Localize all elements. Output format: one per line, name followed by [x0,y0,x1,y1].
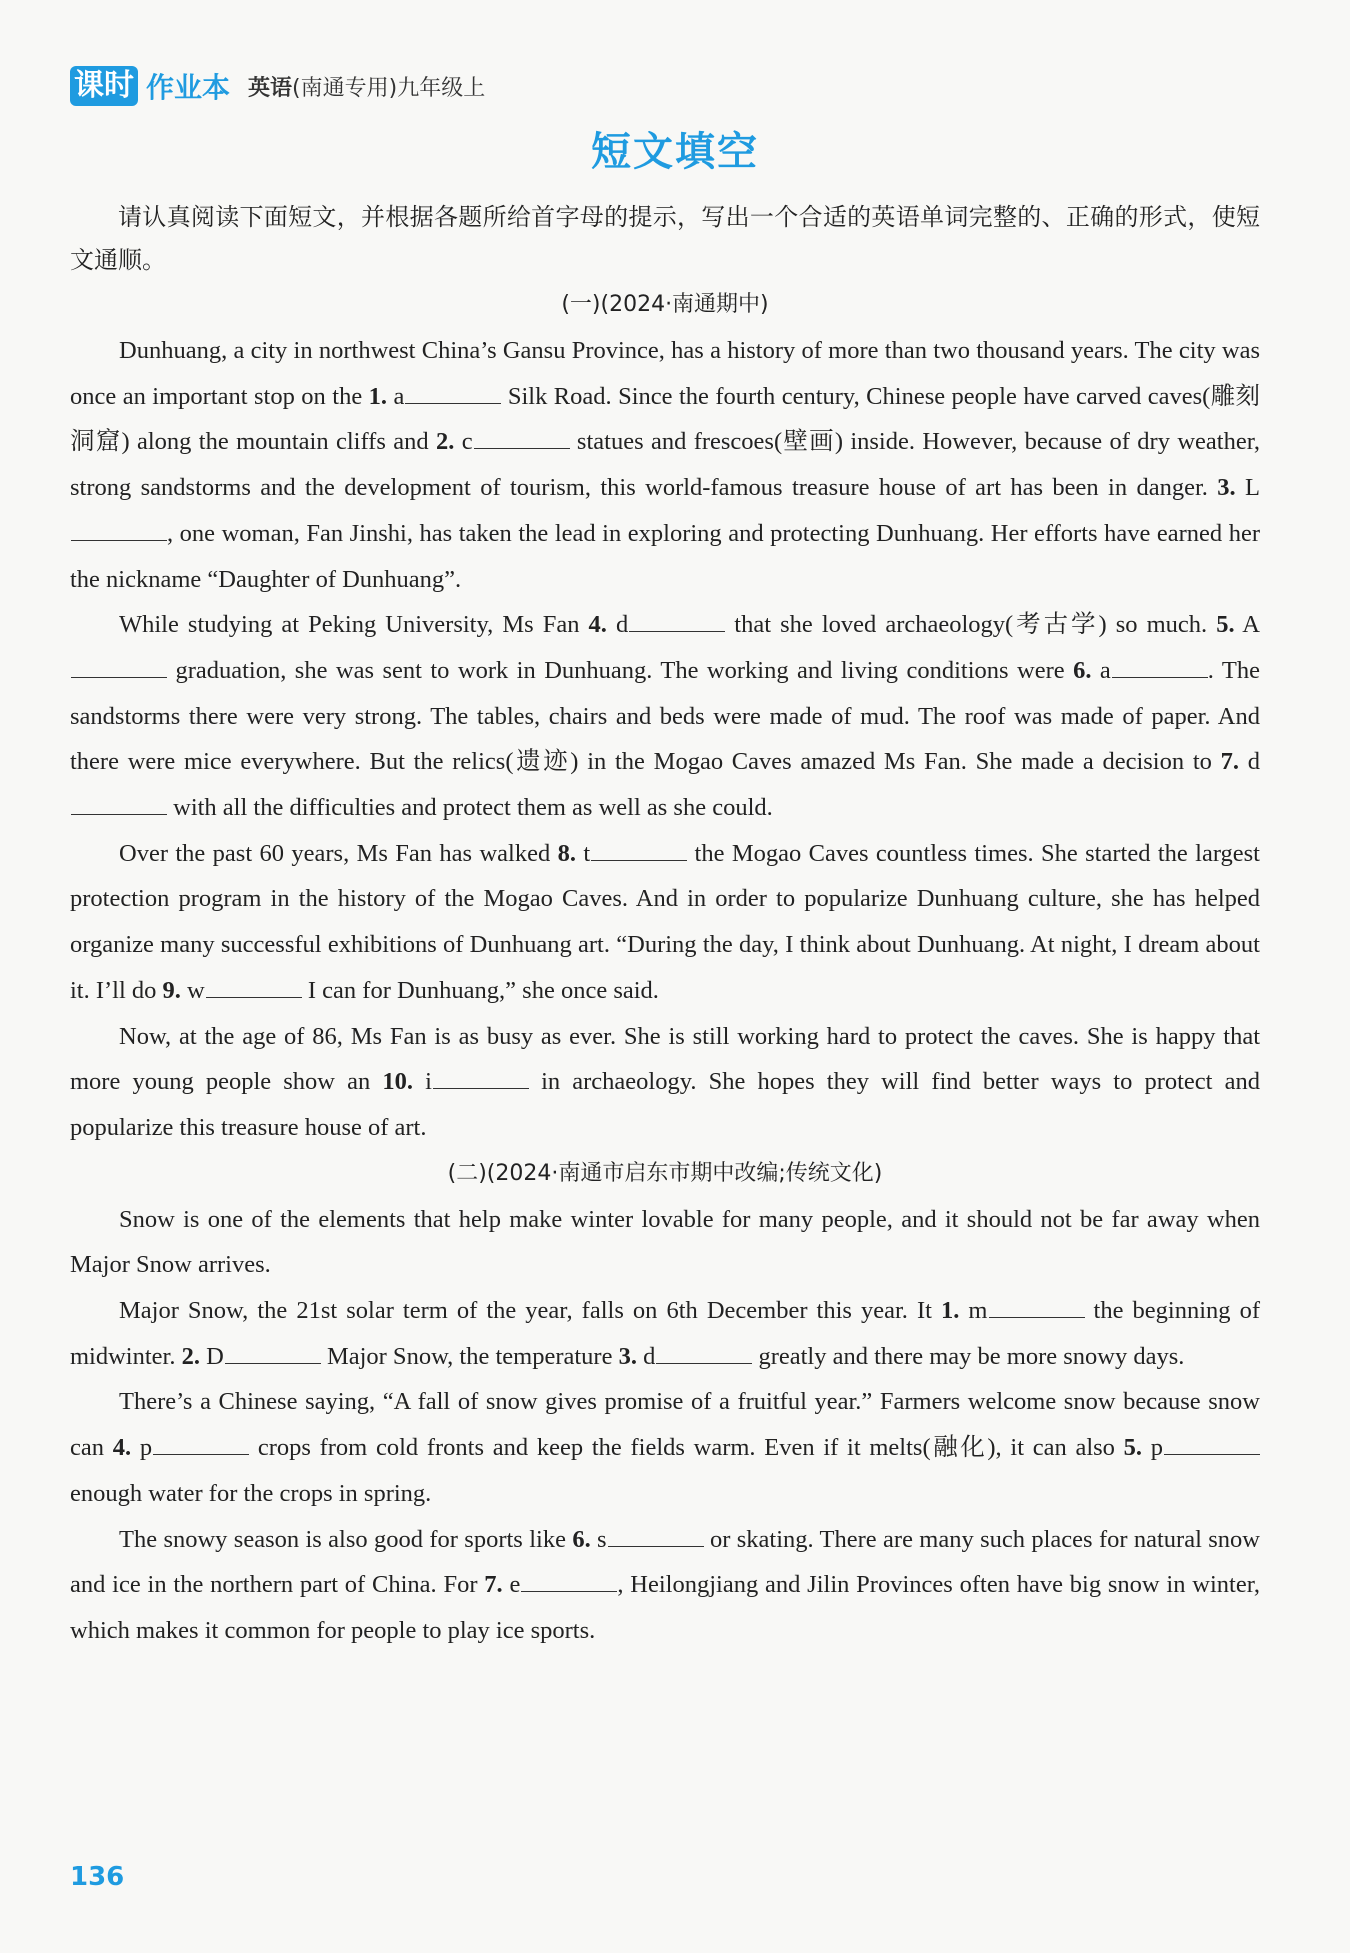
hint-letter: p [1142,1434,1164,1462]
text: greatly and there may be more snowy days. [752,1342,1185,1370]
hint-letter: a [1091,656,1111,684]
text: the Mogao Caves countless times. She started the largest protection program in the history of the Mogao Caves. And in order to popularize Dunhuang culture, she has helped organize many successful exhibitions of Dunhuang art. “During the day, I think about Dunhuang. At night, I dream about it. I’ll do [70,839,1260,1004]
question-number: 10. [382,1068,413,1096]
hint-letter: s [590,1525,607,1553]
hint-letter: d [1239,748,1260,776]
question-number: 9. [162,976,181,1004]
text: While studying at Peking University, Ms Fan [119,611,589,639]
text: Silk Road. Since the fourth century, Chinese people have carved caves(雕刻洞窟) along the mountain cliffs and [70,382,1261,456]
text: with all the difficulties and protect them as well as she could. [167,794,773,822]
hint-letter: a [387,382,405,410]
question-number: 4. [112,1434,132,1462]
question-number: 7. [1220,748,1240,776]
answer-blank[interactable] [153,1432,249,1455]
text: , one woman, Fan Jinshi, has taken the lead in exploring and protecting Dunhuang. Her efforts have earned her the nickname “Daughter of Dunhuang”. [70,519,1260,593]
s2-paragraph-2 [70,1288,1260,1379]
header [70,62,485,110]
s1-paragraph-2 [70,602,1260,831]
hint-letter: i [413,1068,432,1096]
answer-blank[interactable] [521,1569,617,1592]
text: . The sandstorms there were very strong. The tables, chairs and beds were made of mud. The roof was made of paper. And there were mice everywhere. But the relics(遗迹) in the Mogao Caves amazed Ms Fan. She made a decision to [70,656,1261,776]
answer-blank[interactable] [225,1341,321,1364]
question-number: 1. [941,1297,960,1325]
hint-letter: p [131,1434,153,1462]
text: Dunhuang, a city in northwest China’s Gansu Province, has a history of more than two thousand years. The city was once an important stop on the [70,337,1260,410]
answer-blank[interactable] [656,1341,752,1364]
text: , Heilongjiang and Jilin Provinces often have big snow in winter, which makes it common for people to play ice sports. [70,1571,1261,1644]
s2-paragraph-4 [70,1517,1260,1654]
s1-paragraph-4 [70,1014,1260,1151]
text: or skating. There are many such places for natural snow and ice in the northern part of China. For [70,1525,1260,1599]
text: graduation, she was sent to work in Dunhuang. The working and living conditions were [167,656,1074,684]
text: Major Snow, the 21st solar term of the year, falls on 6th December this year. It [119,1297,941,1325]
answer-blank[interactable] [608,1524,704,1547]
hint-letter: w [180,976,205,1004]
instructions: 请认真阅读下面短文，并根据各题所给首字母的提示，写出一个合适的英语单词完整的、正确的形式，使短文通顺。 [70,203,1260,274]
subject-label [248,71,485,102]
hint-letter: A [1234,611,1261,639]
answer-blank[interactable] [405,381,501,404]
hint-letter: d [606,611,629,639]
page-title: 短文填空 [591,128,759,175]
question-number: 4. [588,611,607,639]
question-number: 5. [1123,1434,1143,1462]
question-number: 2. [181,1342,200,1370]
question-number: 1. [368,382,388,410]
section-1-heading: (一)(2024·南通期中) [561,292,769,317]
hint-letter: L [1235,474,1260,502]
section-2-heading: (二)(2024·南通市启东市期中改编;传统文化) [447,1160,883,1186]
text: the beginning of midwinter. [70,1297,1260,1370]
answer-blank[interactable] [591,838,687,861]
answer-blank[interactable] [71,655,167,678]
hint-letter: e [502,1571,521,1599]
text: crops from cold fronts and keep the fields warm. Even if it melts(融化), it can also [249,1434,1124,1462]
question-number: 7. [484,1571,503,1599]
text: statues and frescoes(壁画) inside. However, because of dry weather, strong sandstorms and the development of tourism, this world-famous treasure house of art has been in danger. [70,428,1260,502]
answer-blank[interactable] [433,1066,529,1089]
hint-letter: t [575,839,591,867]
logo-text: 作业本 [146,71,231,104]
s2-paragraph-3 [70,1379,1260,1516]
hint-letter: D [199,1342,224,1370]
question-number: 6. [1073,656,1092,684]
logo-box: 课时 [70,66,138,106]
answer-blank[interactable] [71,792,167,815]
answer-blank[interactable] [989,1295,1085,1318]
subject-bold: 英语 [248,75,293,101]
hint-letter: d [636,1342,656,1370]
answer-blank[interactable] [71,518,167,541]
page-number: 136 [70,1862,125,1892]
text: Major Snow, the temperature [320,1342,619,1370]
text: I can for Dunhuang,” she once said. [301,976,659,1004]
s1-paragraph-3 [70,831,1260,1014]
question-number: 5. [1216,611,1235,639]
text: Now, at the age of 86, Ms Fan is as busy as ever. She is still working hard to protect the caves. She is happy that more young people show an [70,1022,1260,1096]
text: in archaeology. She hopes they will find better ways to protect and popularize this treasure house of art. [70,1068,1260,1141]
hint-letter: m [959,1297,988,1325]
text: There’s a Chinese saying, “A fall of snow gives promise of a fruitful year.” Farmers welcome snow because snow can [70,1388,1260,1462]
question-number: 6. [572,1525,591,1553]
text: Over the past 60 years, Ms Fan has walked [119,839,558,867]
text: that she loved archaeology(考古学) so much. [725,611,1217,639]
text: The snowy season is also good for sports like [119,1525,573,1553]
answer-blank[interactable] [629,609,725,632]
answer-blank[interactable] [474,426,570,449]
answer-blank[interactable] [1112,655,1208,678]
question-number: 8. [557,839,576,867]
question-number: 2. [435,428,455,456]
s1-paragraph-1 [70,328,1260,602]
book-logo [70,66,248,106]
hint-letter: c [454,428,473,456]
answer-blank[interactable] [1164,1432,1260,1455]
s2-paragraph-1: Snow is one of the elements that help make winter lovable for many people, and it should not be far away when Major Snow arrives. [70,1205,1260,1279]
text: enough water for the crops in spring. [70,1479,432,1507]
question-number: 3. [618,1342,637,1370]
subject-rest: (南通专用)九年级上 [292,75,486,101]
question-number: 3. [1217,474,1236,502]
answer-blank[interactable] [206,975,302,998]
content [70,196,1260,1654]
